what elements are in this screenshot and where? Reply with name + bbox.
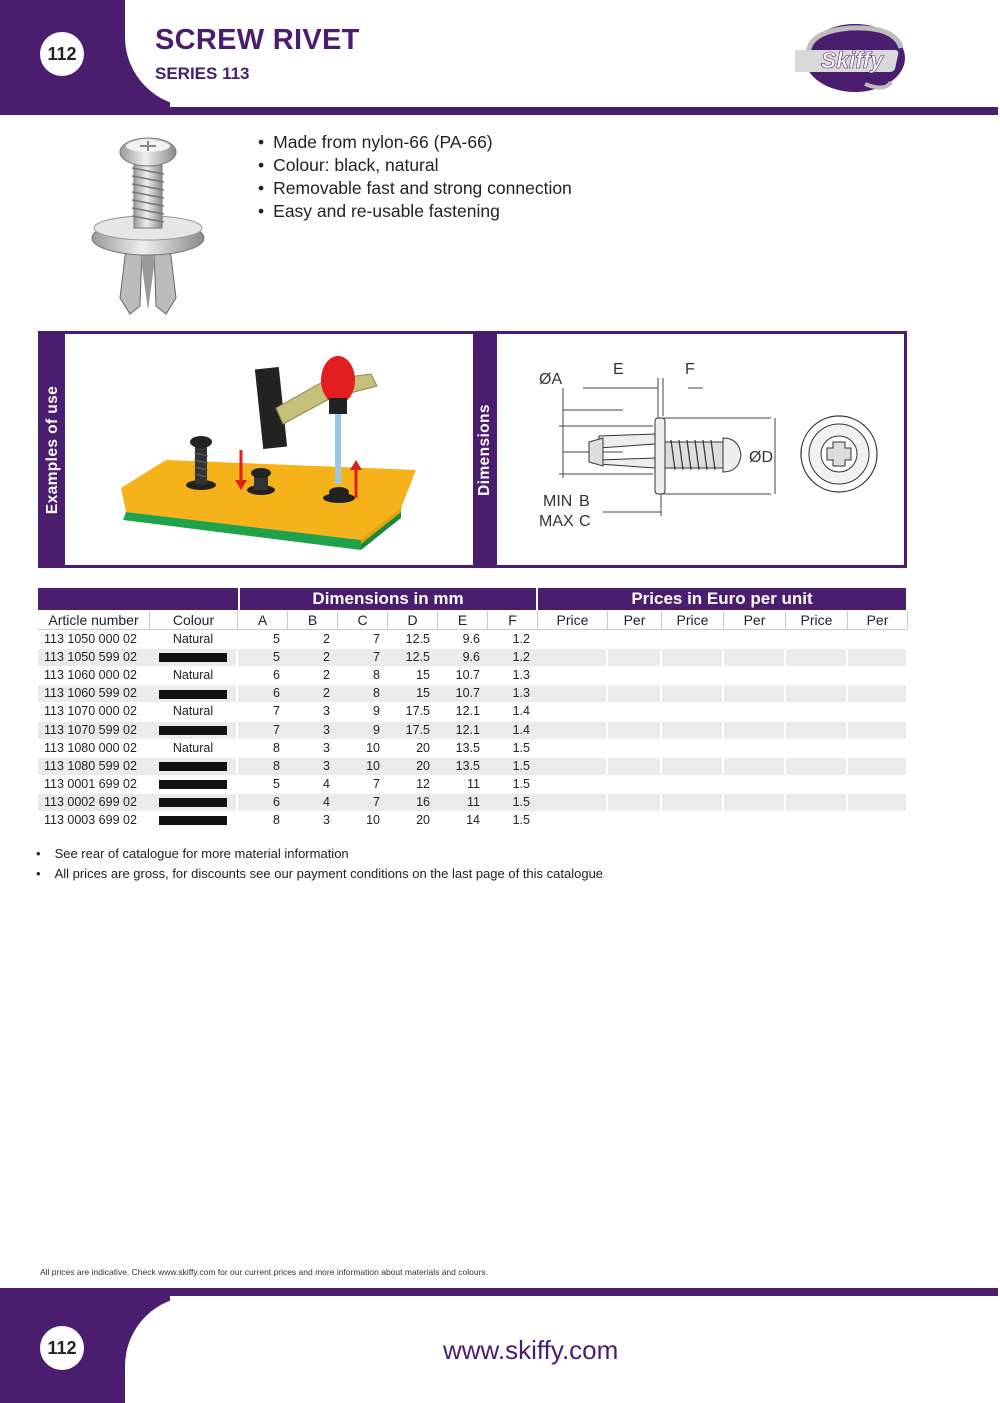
dimension-d-cell: 20 xyxy=(416,740,430,755)
per-cell xyxy=(848,794,908,811)
column-header: E xyxy=(438,611,488,630)
dimension-e-cell: 13.5 xyxy=(455,740,480,755)
dimension-a-cell: 8 xyxy=(238,758,288,775)
dimension-b-cell: 3 xyxy=(288,758,338,775)
per-cell xyxy=(848,812,908,829)
table-row xyxy=(38,703,908,720)
dimension-b-cell: 2 xyxy=(288,685,338,702)
dimension-f-cell: 1.5 xyxy=(512,776,530,791)
price-cell xyxy=(538,685,608,702)
footer-rule xyxy=(0,1288,998,1296)
dimension-d-cell: 16 xyxy=(388,794,438,811)
colour-cell xyxy=(150,794,236,811)
dimension-b-cell: 2 xyxy=(323,632,330,646)
column-header: B xyxy=(288,611,338,630)
price-cell xyxy=(538,776,608,793)
price-cell xyxy=(662,649,724,666)
per-cell xyxy=(608,667,662,684)
footer-page-number-badge: 112 xyxy=(40,1326,84,1370)
article-number-cell: 113 1060 599 02 xyxy=(38,685,150,702)
dimension-e-cell: 14 xyxy=(466,813,480,827)
black-colour-swatch xyxy=(159,816,227,825)
notes-list xyxy=(36,844,603,884)
dimension-d-cell: 20 xyxy=(416,813,430,827)
dimension-b-cell: 3 xyxy=(323,704,330,719)
dimension-d-cell: 12.5 xyxy=(405,632,430,646)
dimension-c-cell: 8 xyxy=(338,685,388,702)
dimension-c-cell: 10 xyxy=(338,758,388,775)
article-number-cell: 113 1050 599 02 xyxy=(38,649,150,666)
per-cell xyxy=(848,740,908,757)
usage-dimensions-panel xyxy=(38,331,907,568)
per-cell xyxy=(724,667,786,684)
dimension-d-cell: 15 xyxy=(388,685,438,702)
black-colour-swatch xyxy=(159,653,227,662)
dimensions-label: Dimensions xyxy=(476,403,493,496)
column-header: Article number xyxy=(38,611,150,630)
per-cell xyxy=(848,776,908,793)
colour-cell xyxy=(150,631,236,648)
dimension-b-cell: 3 xyxy=(288,722,338,739)
dim-label-max: MAX xyxy=(539,513,574,530)
dimension-f-cell: 1.5 xyxy=(512,740,530,755)
dimension-f-cell: 1.5 xyxy=(488,794,538,811)
article-number-cell: 113 1080 000 02 xyxy=(44,740,137,755)
dimension-d-cell: 17.5 xyxy=(405,704,430,719)
dimension-f-cell: 1.4 xyxy=(488,722,538,739)
per-cell xyxy=(724,685,786,702)
feature-item: • Easy and re-usable fastening xyxy=(258,200,572,223)
colour-cell xyxy=(150,722,236,739)
per-cell xyxy=(848,703,908,720)
dimension-b-cell: 2 xyxy=(323,668,330,683)
per-cell xyxy=(724,722,786,739)
dimension-e-cell: 12.1 xyxy=(438,722,488,739)
table-row xyxy=(38,649,908,666)
dimension-c-cell: 8 xyxy=(373,668,380,683)
dimension-e-cell: 11 xyxy=(467,776,480,791)
price-cell xyxy=(538,649,608,666)
dimension-e-cell: 10.7 xyxy=(455,668,480,683)
per-cell xyxy=(608,794,662,811)
dim-label-f: F xyxy=(685,361,695,378)
per-cell xyxy=(608,776,662,793)
dimension-e-cell: 12.1 xyxy=(455,704,480,719)
dimension-c-cell: 9 xyxy=(373,704,380,719)
skiffy-logo xyxy=(795,22,910,100)
article-number-cell: 113 1070 000 02 xyxy=(44,704,137,719)
table-row xyxy=(38,758,908,775)
column-header: Per xyxy=(724,611,786,630)
colour-name: Natural xyxy=(172,632,214,646)
dimension-e-cell: 11 xyxy=(438,794,488,811)
article-number-cell: 113 1060 000 02 xyxy=(44,668,137,683)
dimension-b-cell: 4 xyxy=(288,794,338,811)
dimension-a-cell: 7 xyxy=(273,704,280,719)
per-cell xyxy=(724,812,786,829)
per-cell xyxy=(724,631,786,648)
price-cell xyxy=(538,758,608,775)
dimension-f-cell: 1.2 xyxy=(512,632,530,646)
dim-label-b: B xyxy=(579,493,590,510)
dimension-c-cell: 7 xyxy=(373,776,380,791)
table-group-header-blank xyxy=(38,588,238,610)
per-cell xyxy=(724,649,786,666)
dimension-a-cell: 6 xyxy=(238,685,288,702)
dimension-a-cell: 5 xyxy=(273,632,280,646)
dimension-a-cell: 8 xyxy=(273,813,280,827)
examples-of-use-illustration xyxy=(71,338,471,562)
per-cell xyxy=(608,758,662,775)
per-cell xyxy=(848,758,908,775)
per-cell xyxy=(608,722,662,739)
article-number-cell: 113 0002 699 02 xyxy=(38,794,150,811)
black-colour-swatch xyxy=(159,780,227,789)
column-header: Colour xyxy=(150,611,238,630)
page-title: SCREW RIVET xyxy=(155,24,360,56)
dimension-d-cell: 20 xyxy=(388,758,438,775)
table-row xyxy=(38,722,908,739)
table-row xyxy=(38,685,908,702)
column-header: C xyxy=(338,611,388,630)
per-cell xyxy=(848,649,908,666)
column-header: A xyxy=(238,611,288,630)
note-item: • See rear of catalogue for more material information xyxy=(36,844,603,864)
dimension-a-cell: 5 xyxy=(273,776,280,791)
per-cell xyxy=(848,685,908,702)
dim-label-min: MIN xyxy=(543,493,573,510)
table-row xyxy=(38,740,908,757)
dimension-b-cell: 3 xyxy=(323,813,330,827)
colour-cell xyxy=(150,685,236,702)
price-cell xyxy=(538,667,608,684)
dimension-f-cell: 1.4 xyxy=(512,704,530,719)
column-header: F xyxy=(488,611,538,630)
per-cell xyxy=(608,649,662,666)
colour-cell xyxy=(150,776,236,793)
dimension-e-cell: 9.6 xyxy=(462,632,480,646)
black-colour-swatch xyxy=(159,690,227,699)
colour-cell xyxy=(150,812,236,829)
dimension-b-cell: 2 xyxy=(288,649,338,666)
dimension-c-cell: 10 xyxy=(366,740,380,755)
dimension-a-cell: 7 xyxy=(238,722,288,739)
per-cell xyxy=(848,631,908,648)
price-cell xyxy=(662,703,724,720)
screw-rivet-product-image xyxy=(70,128,230,318)
page-subtitle: SERIES 113 xyxy=(155,64,250,83)
colour-name: Natural xyxy=(172,740,214,755)
price-cell xyxy=(662,722,724,739)
price-cell xyxy=(662,794,724,811)
article-number-cell: 113 1080 599 02 xyxy=(38,758,150,775)
dimension-e-cell: 9.6 xyxy=(438,649,488,666)
dim-label-d: ØD xyxy=(749,449,773,466)
price-cell xyxy=(662,812,724,829)
black-colour-swatch xyxy=(159,798,227,807)
price-cell xyxy=(786,685,848,702)
table-row xyxy=(38,776,908,793)
price-cell xyxy=(786,667,848,684)
price-cell xyxy=(786,703,848,720)
website-link[interactable]: www.skiffy.com xyxy=(443,1335,619,1365)
price-cell xyxy=(538,812,608,829)
dimension-f-cell: 1.3 xyxy=(512,668,530,683)
per-cell xyxy=(724,740,786,757)
article-number-cell: 113 1070 599 02 xyxy=(38,722,150,739)
price-cell xyxy=(662,685,724,702)
dimension-a-cell: 6 xyxy=(273,668,280,683)
colour-name: Natural xyxy=(172,668,214,683)
article-number-cell: 113 1050 000 02 xyxy=(44,632,137,646)
dim-label-a: ØA xyxy=(539,371,563,388)
per-cell xyxy=(608,703,662,720)
dimension-f-cell: 1.5 xyxy=(488,758,538,775)
colour-cell xyxy=(150,740,236,757)
dimension-e-cell: 13.5 xyxy=(438,758,488,775)
price-cell xyxy=(786,649,848,666)
price-cell xyxy=(786,722,848,739)
per-cell xyxy=(608,812,662,829)
price-cell xyxy=(538,631,608,648)
price-cell xyxy=(786,758,848,775)
dimension-d-cell: 17.5 xyxy=(388,722,438,739)
table-row xyxy=(38,631,908,648)
examples-of-use-label: Examples of use xyxy=(44,385,61,514)
colour-cell xyxy=(150,758,236,775)
black-colour-swatch xyxy=(159,726,227,735)
dimension-c-cell: 10 xyxy=(366,813,380,827)
column-header: Per xyxy=(848,611,908,630)
price-cell xyxy=(538,703,608,720)
per-cell xyxy=(724,703,786,720)
feature-item: • Colour: black, natural xyxy=(258,154,572,177)
dimension-d-cell: 12.5 xyxy=(388,649,438,666)
table-group-header-dimensions: Dimensions in mm xyxy=(240,588,536,610)
column-header: Price xyxy=(662,611,724,630)
table-column-headers xyxy=(38,611,908,630)
dimensions-diagram xyxy=(503,348,901,552)
price-cell xyxy=(538,740,608,757)
dimension-c-cell: 7 xyxy=(373,632,380,646)
per-cell xyxy=(608,685,662,702)
per-cell xyxy=(724,758,786,775)
dimension-d-cell: 12 xyxy=(416,776,430,791)
disclaimer-text: All prices are indicative. Check www.skiffy.com for our current prices and more information about materials and colours. xyxy=(40,1267,489,1277)
dimension-c-cell: 7 xyxy=(338,649,388,666)
colour-name: Natural xyxy=(172,704,214,719)
dimension-f-cell: 1.2 xyxy=(488,649,538,666)
article-number-cell: 113 0001 699 02 xyxy=(44,776,137,791)
table-row xyxy=(38,667,908,684)
dim-label-e: E xyxy=(613,361,624,378)
dimension-f-cell: 1.3 xyxy=(488,685,538,702)
column-header: D xyxy=(388,611,438,630)
colour-cell xyxy=(150,667,236,684)
black-colour-swatch xyxy=(159,762,227,771)
price-cell xyxy=(786,631,848,648)
dimension-e-cell: 10.7 xyxy=(438,685,488,702)
per-cell xyxy=(608,740,662,757)
table-row xyxy=(38,812,908,829)
examples-of-use-tab xyxy=(41,334,65,565)
colour-cell xyxy=(150,703,236,720)
dim-label-c: C xyxy=(579,513,591,530)
dimension-d-cell: 15 xyxy=(416,668,430,683)
price-cell xyxy=(662,758,724,775)
dimension-f-cell: 1.5 xyxy=(512,813,530,827)
dimension-a-cell: 8 xyxy=(273,740,280,755)
note-item: • All prices are gross, for discounts see our payment conditions on the last page of this catalogue xyxy=(36,864,603,884)
price-cell xyxy=(538,794,608,811)
article-number-cell: 113 0003 699 02 xyxy=(44,813,137,827)
feature-item: • Made from nylon-66 (PA-66) xyxy=(258,131,572,154)
header-rule xyxy=(0,107,998,115)
colour-cell xyxy=(150,649,236,666)
per-cell xyxy=(724,776,786,793)
price-cell xyxy=(662,740,724,757)
page-number-badge: 112 xyxy=(40,32,84,76)
dimension-c-cell: 9 xyxy=(338,722,388,739)
dimensions-tab xyxy=(473,334,497,565)
dimension-b-cell: 4 xyxy=(323,776,330,791)
dimension-a-cell: 6 xyxy=(238,794,288,811)
column-header: Per xyxy=(608,611,662,630)
column-header: Price xyxy=(786,611,848,630)
price-cell xyxy=(662,631,724,648)
price-cell xyxy=(538,722,608,739)
per-cell xyxy=(848,667,908,684)
per-cell xyxy=(848,722,908,739)
dimension-a-cell: 5 xyxy=(238,649,288,666)
dimension-c-cell: 7 xyxy=(338,794,388,811)
price-cell xyxy=(786,812,848,829)
per-cell xyxy=(724,794,786,811)
per-cell xyxy=(608,631,662,648)
table-group-header-prices: Prices in Euro per unit xyxy=(538,588,906,610)
table-row xyxy=(38,794,908,811)
feature-item: • Removable fast and strong connection xyxy=(258,177,572,200)
column-header: Price xyxy=(538,611,608,630)
price-cell xyxy=(786,776,848,793)
price-cell xyxy=(662,776,724,793)
logo-wordmark: Skiffy xyxy=(820,47,884,73)
price-cell xyxy=(786,740,848,757)
price-cell xyxy=(662,667,724,684)
dimension-b-cell: 3 xyxy=(323,740,330,755)
price-cell xyxy=(786,794,848,811)
feature-list xyxy=(258,131,572,223)
